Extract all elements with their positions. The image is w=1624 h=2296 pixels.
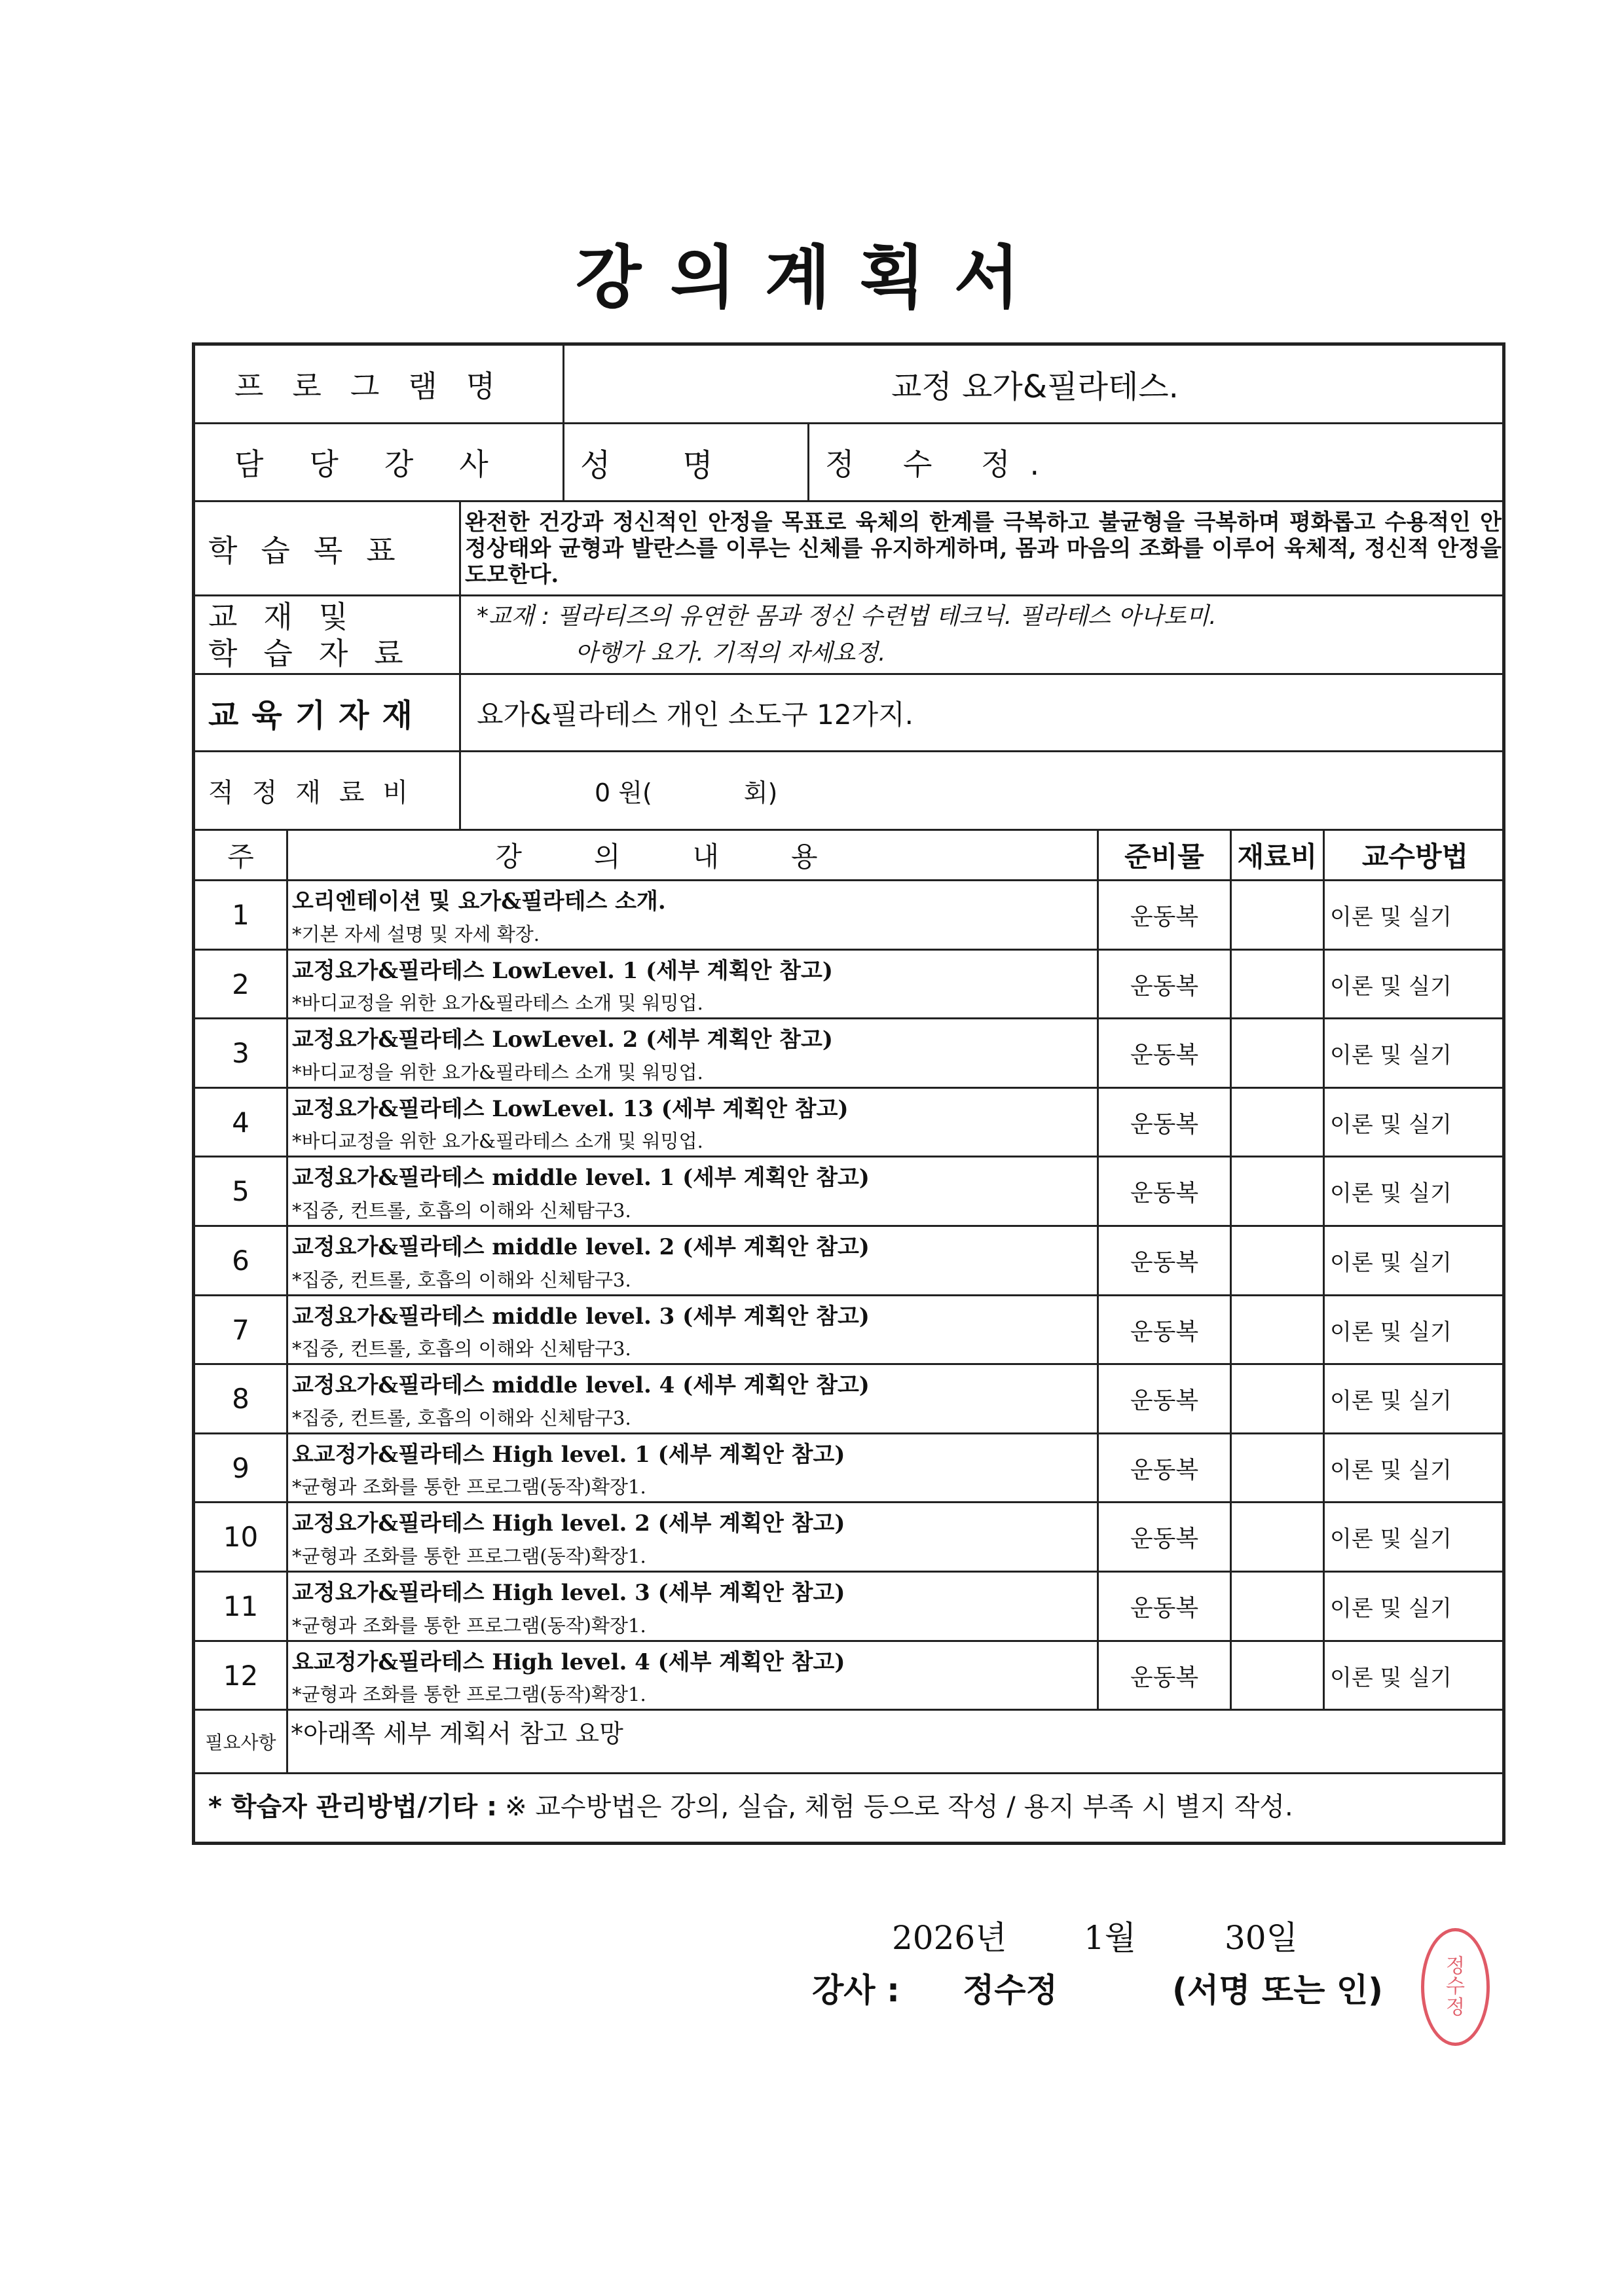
week-number: 7 (195, 1296, 288, 1365)
row-fee (1232, 881, 1325, 951)
row-subtitle: *균형과 조화를 통한 프로그램(동작)확장1. (292, 1614, 646, 1637)
row-subtitle: *집중, 컨트롤, 호흡의 이해와 신체탐구3. (292, 1199, 631, 1222)
row-method: 이론 및 실기 (1325, 1642, 1505, 1711)
fee-count: 회) (743, 778, 778, 807)
row-fee (1232, 1089, 1325, 1157)
row-prep: 운동복 (1099, 1503, 1232, 1573)
row-prep: 운동복 (1099, 1227, 1232, 1296)
instructor-label (195, 424, 564, 502)
week-number: 5 (195, 1157, 288, 1227)
header-method: 교수방법 (1325, 831, 1505, 881)
requirements-value: *아래쪽 세부 계획서 참고 요망 (288, 1711, 1505, 1774)
lecture-plan-table (192, 342, 1505, 1845)
row-subtitle: *집중, 컨트롤, 호흡의 이해와 신체탐구3. (292, 1338, 631, 1360)
materials-value (461, 596, 1505, 675)
materials-label-line1: 교재및 (208, 598, 375, 634)
row-prep: 운동복 (1099, 1434, 1232, 1503)
instructor-sign-label: 강사 : (812, 1971, 900, 2009)
week-number: 8 (195, 1365, 288, 1434)
row-prep: 운동복 (1099, 1089, 1232, 1157)
table-row-content (288, 1642, 1099, 1711)
row-title: 교정요가&필라테스 middle level. 4 (세부 계획안 참고) (292, 1372, 870, 1399)
row-prep: 운동복 (1099, 1019, 1232, 1089)
row-prep: 운동복 (1099, 1642, 1232, 1711)
header-content: 강의내용 (288, 831, 1099, 881)
requirements-label: 필요사항 (195, 1711, 288, 1774)
row-method: 이론 및 실기 (1325, 881, 1505, 951)
row-prep: 운동복 (1099, 1365, 1232, 1434)
equipment-value: 요가&필라테스 개인 소도구 12가지. (461, 675, 1505, 752)
row-title: 교정요가&필라테스 middle level. 2 (세부 계획안 참고) (292, 1234, 870, 1261)
header-week: 주 (195, 831, 288, 881)
row-prep: 운동복 (1099, 1296, 1232, 1365)
week-number: 4 (195, 1089, 288, 1157)
row-subtitle: *균형과 조화를 통한 프로그램(동작)확장1. (292, 1476, 646, 1498)
instructor-name: 정 수 정. (809, 424, 1505, 502)
table-row-content (288, 1365, 1099, 1434)
materials-label-line2: 학습자료 (208, 635, 430, 671)
management-value: ※ 교수방법은 강의, 실습, 체험 등으로 작성 / 용지 부족 시 별지 작성. (505, 1792, 1293, 1822)
row-prep: 운동복 (1099, 951, 1232, 1019)
row-title: 교정요가&필라테스 High level. 2 (세부 계획안 참고) (292, 1510, 845, 1537)
name-label: 성명 (564, 424, 809, 502)
header-prep: 준비물 (1099, 831, 1232, 881)
table-row-content (288, 1503, 1099, 1573)
row-subtitle: *바디교정을 위한 요가&필라테스 소개 및 워밍업. (292, 1061, 703, 1084)
row-fee (1232, 1019, 1325, 1089)
management-label: * 학습자 관리방법/기타 : (208, 1792, 498, 1822)
row-method: 이론 및 실기 (1325, 1365, 1505, 1434)
row-title: 요교정가&필라테스 High level. 1 (세부 계획안 참고) (292, 1442, 845, 1468)
page-title: 강의계획서 (575, 238, 1049, 318)
row-fee (1232, 1227, 1325, 1296)
row-subtitle: *균형과 조화를 통한 프로그램(동작)확장1. (292, 1544, 646, 1567)
materials-line2: 아행가 요가. 기적의 자세요정. (575, 639, 886, 666)
row-title: 교정요가&필라테스 LowLevel. 13 (세부 계획안 참고) (292, 1096, 849, 1122)
row-prep: 운동복 (1099, 1573, 1232, 1642)
week-number: 9 (195, 1434, 288, 1503)
date-day: 30일 (1225, 1919, 1298, 1957)
row-title: 교정요가&필라테스 LowLevel. 1 (세부 계획안 참고) (292, 958, 833, 984)
row-method: 이론 및 실기 (1325, 951, 1505, 1019)
row-fee (1232, 1296, 1325, 1365)
row-fee (1232, 1434, 1325, 1503)
date-year: 2026년 (892, 1919, 1007, 1957)
table-row-content (288, 1227, 1099, 1296)
row-subtitle: *집중, 컨트롤, 호흡의 이해와 신체탐구3. (292, 1268, 631, 1291)
instructor-sign-name: 정수정 (963, 1971, 1058, 2009)
week-number: 2 (195, 951, 288, 1019)
row-subtitle: *바디교정을 위한 요가&필라테스 소개 및 워밍업. (292, 992, 703, 1014)
table-row-content (288, 1296, 1099, 1365)
row-fee (1232, 1503, 1325, 1573)
row-fee (1232, 1573, 1325, 1642)
materials-label (195, 596, 461, 675)
row-title: 교정요가&필라테스 LowLevel. 2 (세부 계획안 참고) (292, 1027, 833, 1053)
objective-value: 완전한 건강과 정신적인 안정을 목표로 육체의 한계를 극복하고 불균형을 극복하며 평화롭고 수용적인 안정상태와 균형과 발란스를 이루는 신체를 유지하게하며, 몸과 마음의 조화를 이루어 육체적, 정신적 안정을 도모한다. (461, 502, 1505, 596)
week-number: 10 (195, 1503, 288, 1573)
week-number: 12 (195, 1642, 288, 1711)
table-row-content (288, 1089, 1099, 1157)
row-subtitle: *균형과 조화를 통한 프로그램(동작)확장1. (292, 1683, 646, 1705)
week-number: 11 (195, 1573, 288, 1642)
seal-stamp-icon: 정 수 정 (1421, 1928, 1490, 2046)
row-subtitle: *기본 자세 설명 및 자세 확장. (292, 922, 540, 945)
fee-value (461, 752, 1505, 831)
fee-amount: 0 원( (595, 778, 652, 807)
row-method: 이론 및 실기 (1325, 1227, 1505, 1296)
program-label-text: 프로그램명 (234, 368, 525, 404)
fee-label: 적정재료비 (195, 752, 461, 831)
management-row (195, 1774, 1505, 1845)
table-row-content (288, 1573, 1099, 1642)
row-title: 교정요가&필라테스 middle level. 1 (세부 계획안 참고) (292, 1165, 870, 1192)
week-number: 3 (195, 1019, 288, 1089)
row-fee (1232, 951, 1325, 1019)
row-fee (1232, 1642, 1325, 1711)
program-label (195, 346, 564, 424)
equipment-label: 교육기자재 (195, 675, 461, 752)
table-row-content (288, 1019, 1099, 1089)
row-title: 교정요가&필라테스 middle level. 3 (세부 계획안 참고) (292, 1303, 870, 1330)
header-fee: 재료비 (1232, 831, 1325, 881)
row-method: 이론 및 실기 (1325, 1019, 1505, 1089)
row-fee (1232, 1365, 1325, 1434)
instructor-label-text: 담당강사 (234, 446, 534, 482)
row-method: 이론 및 실기 (1325, 1434, 1505, 1503)
row-title: 교정요가&필라테스 High level. 3 (세부 계획안 참고) (292, 1580, 845, 1607)
row-method: 이론 및 실기 (1325, 1157, 1505, 1227)
objective-label: 학습목표 (195, 502, 461, 596)
row-prep: 운동복 (1099, 1157, 1232, 1227)
row-title: 요교정가&필라테스 High level. 4 (세부 계획안 참고) (292, 1649, 845, 1675)
row-fee (1232, 1157, 1325, 1227)
program-value: 교정 요가&필라테스. (564, 346, 1505, 424)
week-number: 6 (195, 1227, 288, 1296)
row-title: 오리엔테이션 및 요가&필라테스 소개. (292, 888, 666, 915)
table-row-content (288, 881, 1099, 951)
row-method: 이론 및 실기 (1325, 1296, 1505, 1365)
row-subtitle: *바디교정을 위한 요가&필라테스 소개 및 워밍업. (292, 1130, 703, 1152)
table-row-content (288, 951, 1099, 1019)
row-method: 이론 및 실기 (1325, 1089, 1505, 1157)
table-row-content (288, 1434, 1099, 1503)
week-number: 1 (195, 881, 288, 951)
row-method: 이론 및 실기 (1325, 1503, 1505, 1573)
row-subtitle: *집중, 컨트롤, 호흡의 이해와 신체탐구3. (292, 1406, 631, 1429)
row-prep: 운동복 (1099, 881, 1232, 951)
materials-line1: *교재 : 필라티즈의 유연한 몸과 정신 수련법 테크닉. 필라테스 아나토미. (477, 602, 1217, 630)
date-month: 1월 (1084, 1919, 1137, 1957)
row-method: 이론 및 실기 (1325, 1573, 1505, 1642)
signature-placeholder: (서명 또는 인) (1172, 1971, 1384, 2009)
table-row-content (288, 1157, 1099, 1227)
